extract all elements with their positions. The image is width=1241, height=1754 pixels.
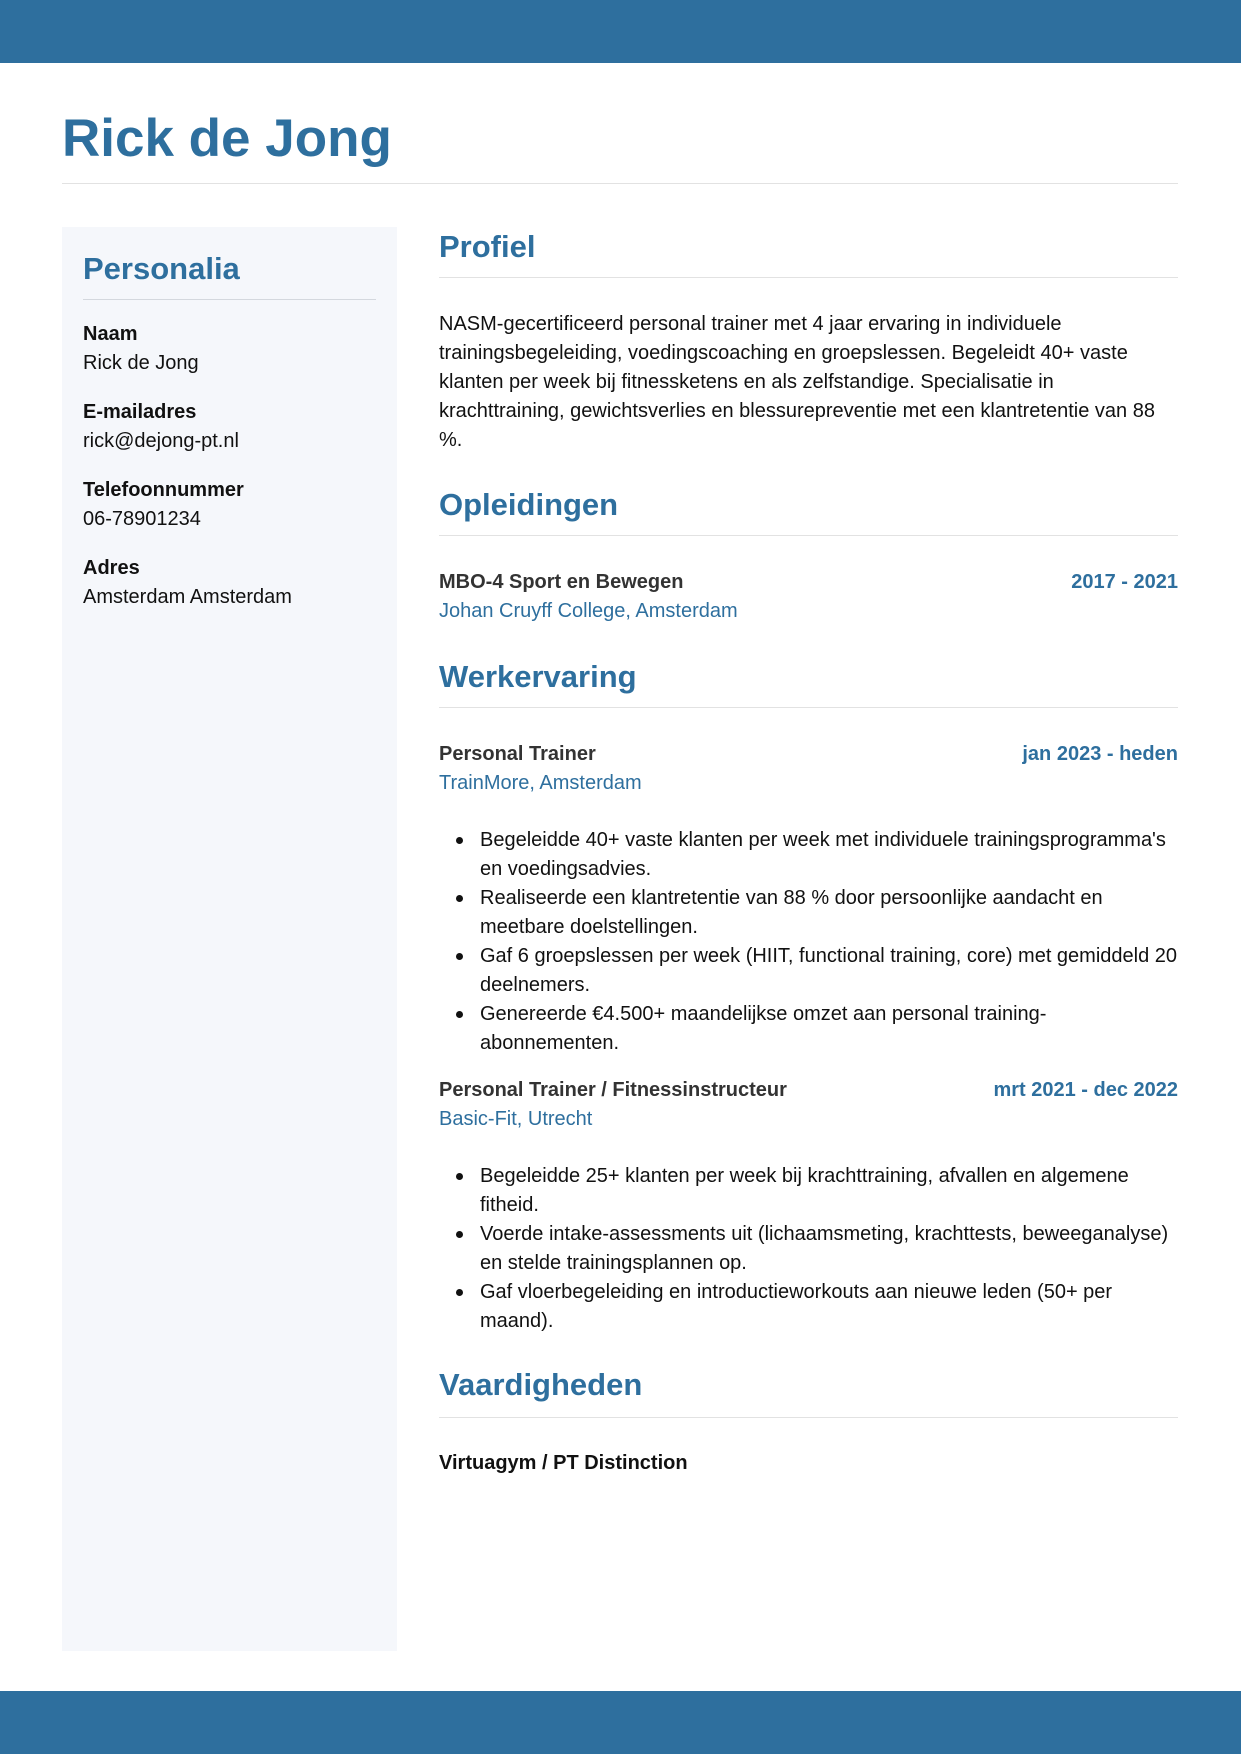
education-degree: MBO-4 Sport en Bewegen xyxy=(439,571,684,593)
skill-item: Virtuagym / PT Distinction xyxy=(439,1452,688,1474)
info-label: E-mailadres xyxy=(83,401,197,423)
header-divider xyxy=(62,183,1178,184)
info-value: 06-78901234 xyxy=(83,508,201,530)
job-company: Basic-Fit, Utrecht xyxy=(439,1108,593,1130)
info-value: Amsterdam Amsterdam xyxy=(83,586,292,608)
list-item: Genereerde €4.500+ maandelijkse omzet aan personal training-abonnementen. xyxy=(439,1000,1178,1058)
profile-divider xyxy=(439,277,1178,278)
skills-title: Vaardigheden xyxy=(439,1367,643,1402)
job-role: Personal Trainer xyxy=(439,743,596,765)
info-label: Naam xyxy=(83,323,138,345)
profile-title: Profiel xyxy=(439,229,536,264)
info-label: Telefoonnummer xyxy=(83,479,244,501)
info-value: rick@dejong-pt.nl xyxy=(83,430,239,452)
skills-divider xyxy=(439,1417,1178,1418)
job-role: Personal Trainer / Fitnessinstructeur xyxy=(439,1079,787,1101)
sidebar-title: Personalia xyxy=(83,251,240,286)
list-item: Begeleidde 25+ klanten per week bij krachttraining, afvallen en algemene fitheid. xyxy=(439,1162,1178,1220)
education-divider xyxy=(439,535,1178,536)
experience-title: Werkervaring xyxy=(439,659,637,694)
info-phone xyxy=(83,476,244,534)
info-name xyxy=(83,320,199,378)
profile-text: NASM-gecertificeerd personal trainer met 4 jaar ervaring in individuele trainingsbegeleiding, voedingscoaching en groepslessen. Begeleidt 40+ vaste klanten per week bij fitnessketens en als zelfstandige. Specialisatie in krachttraining, gewichtsverlies en blessurepreventie met een klantretentie van 88 %. xyxy=(439,313,1155,451)
sidebar-divider xyxy=(83,299,376,300)
list-item: Realiseerde een klantretentie van 88 % door persoonlijke aandacht en meetbare doelstellingen. xyxy=(439,884,1178,942)
education-title: Opleidingen xyxy=(439,487,619,522)
experience-divider xyxy=(439,707,1178,708)
job-dates: mrt 2021 - dec 2022 xyxy=(993,1079,1178,1101)
info-value: Rick de Jong xyxy=(83,352,199,374)
list-item: Begeleidde 40+ vaste klanten per week met individuele trainingsprogramma's en voedingsadvies. xyxy=(439,826,1178,884)
bottom-banner xyxy=(0,1691,1241,1754)
job-company: TrainMore, Amsterdam xyxy=(439,772,642,794)
job-bullets xyxy=(439,1162,1178,1336)
top-banner xyxy=(0,0,1241,63)
list-item: Voerde intake-assessments uit (lichaamsmeting, krachttests, beweeganalyse) en stelde trainingsplannen op. xyxy=(439,1220,1178,1278)
list-item: Gaf 6 groepslessen per week (HIIT, functional training, core) met gemiddeld 20 deelnemers. xyxy=(439,942,1178,1000)
education-school: Johan Cruyff College, Amsterdam xyxy=(439,600,738,622)
job-dates: jan 2023 - heden xyxy=(1022,743,1178,765)
list-item: Gaf vloerbegeleiding en introductieworkouts aan nieuwe leden (50+ per maand). xyxy=(439,1278,1178,1336)
info-address xyxy=(83,554,292,612)
education-dates: 2017 - 2021 xyxy=(1071,571,1178,593)
personal-info-sidebar xyxy=(62,227,397,1651)
info-label: Adres xyxy=(83,557,140,579)
job-bullets xyxy=(439,826,1178,1058)
candidate-name: Rick de Jong xyxy=(62,109,392,168)
info-email xyxy=(83,398,239,456)
